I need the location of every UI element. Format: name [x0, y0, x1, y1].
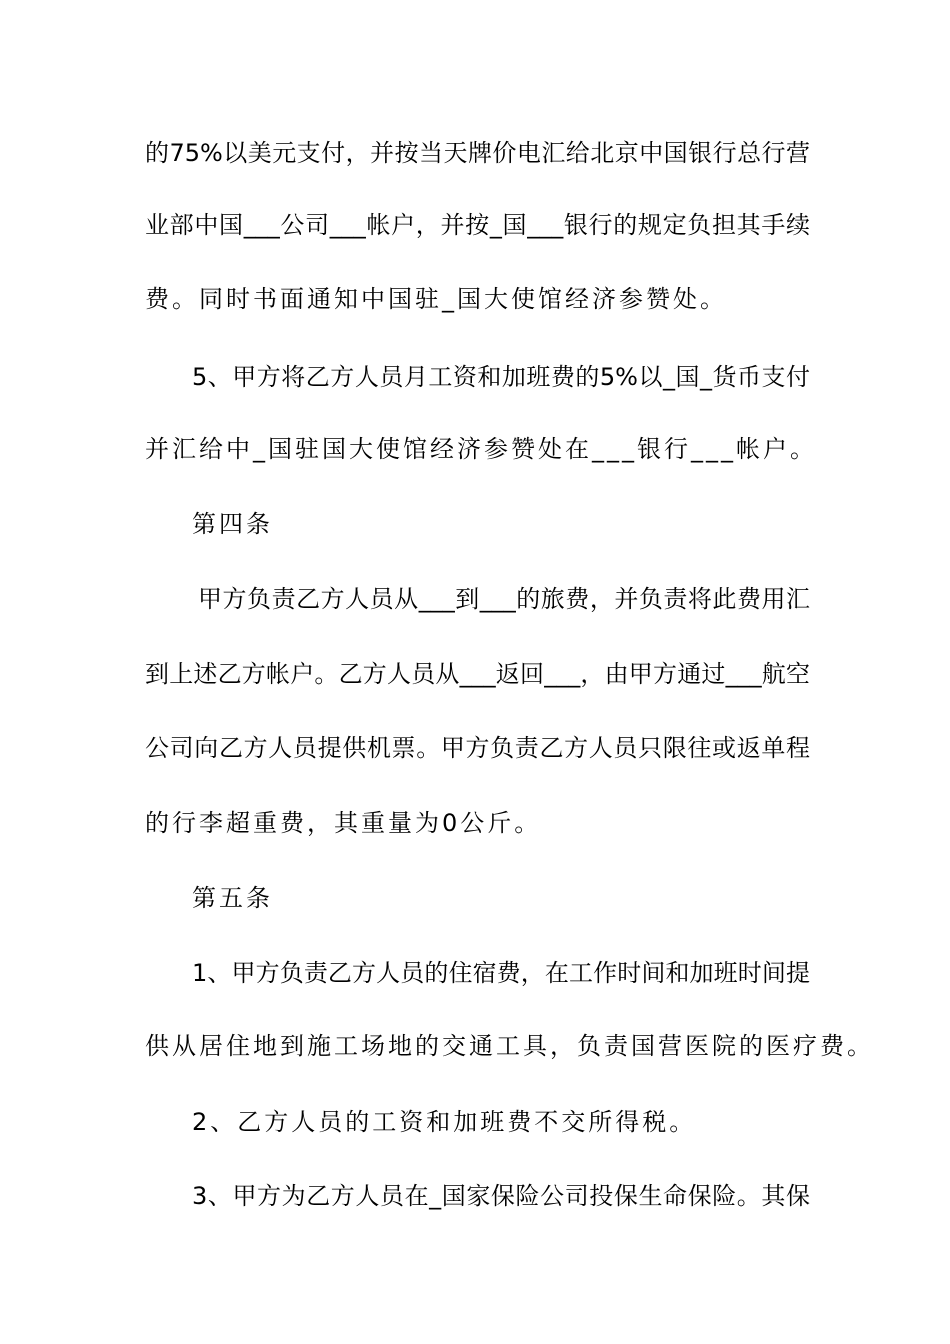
paragraph-line: 到上述乙方帐户。乙方人员从___返回___，由甲方通过___航空 [145, 660, 810, 688]
paragraph-line: 业部中国___公司___帐户，并按_国___银行的规定负担其手续 [145, 211, 810, 239]
paragraph-line: 公司向乙方人员提供机票。甲方负责乙方人员只限往或返单程 [145, 734, 810, 762]
paragraph-line: 甲方负责乙方人员从___到___的旅费，并负责将此费用汇 [198, 585, 810, 613]
paragraph-line: 3、甲方为乙方人员在_国家保险公司投保生命保险。其保 [192, 1182, 810, 1210]
paragraph-line: 1、甲方负责乙方人员的住宿费，在工作时间和加班时间提 [192, 959, 810, 987]
paragraph-line: 2、乙方人员的工资和加班费不交所得税。 [192, 1108, 697, 1136]
paragraph-line: 费。同时书面通知中国驻_国大使馆经济参赞处。 [145, 285, 727, 313]
paragraph-line: 供从居住地到施工场地的交通工具，负责国营医院的医疗费。 [145, 1032, 874, 1060]
paragraph-line: 的行李超重费，其重量为0公斤。 [145, 809, 542, 837]
paragraph-line: 并汇给中_国驻国大使馆经济参赞处在___银行___帐户。 [145, 435, 817, 463]
paragraph-line: 的75%以美元支付，并按当天牌价电汇给北京中国银行总行营 [145, 139, 810, 167]
paragraph-line: 5、甲方将乙方人员月工资和加班费的5%以_国_货币支付 [192, 363, 810, 391]
section-heading: 第四条 [192, 510, 273, 538]
section-heading: 第五条 [192, 884, 273, 912]
